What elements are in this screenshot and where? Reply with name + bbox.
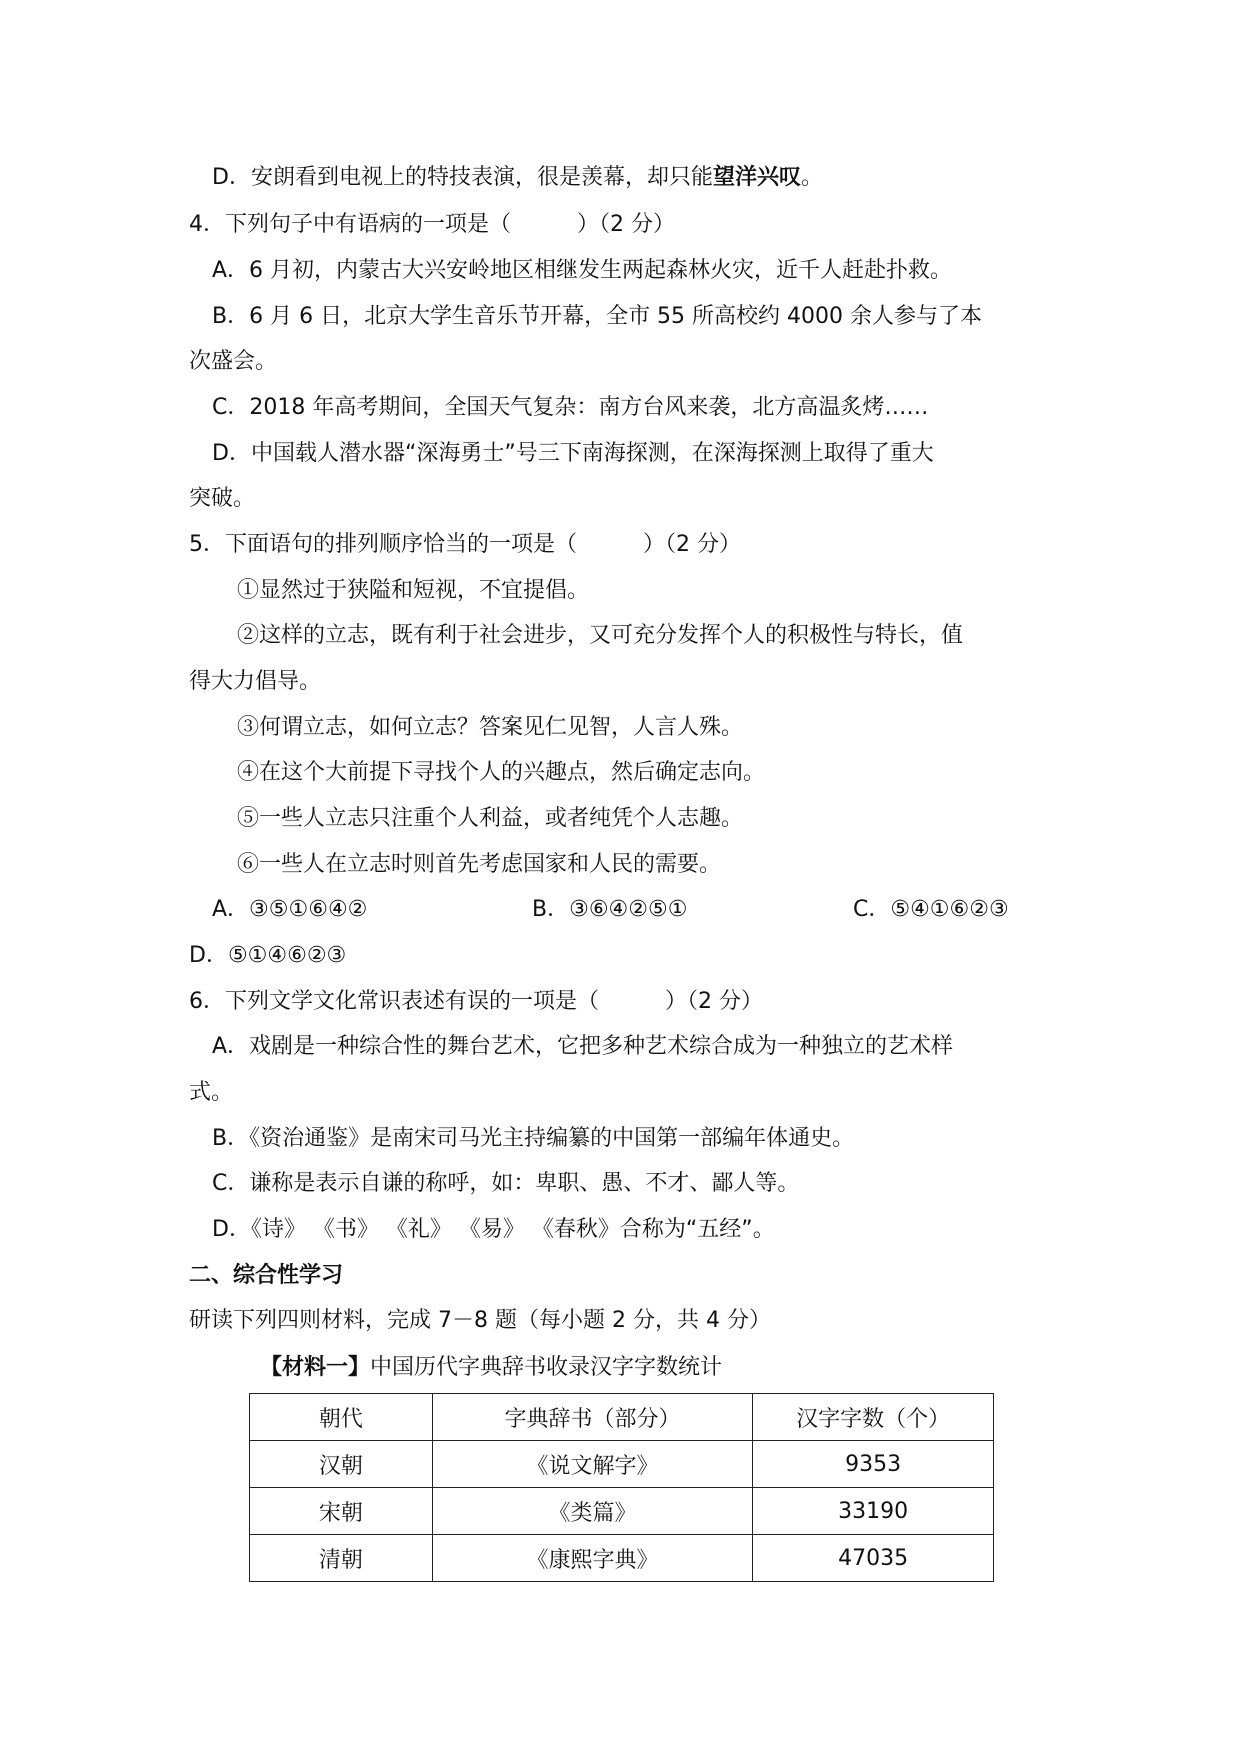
q4-option-c: C．2018 年高考期间，全国天气复杂：南方台风来袭，北方高温炙烤…… bbox=[212, 395, 929, 420]
q5-option-a: A．③⑤①⑥④② bbox=[212, 897, 368, 922]
table-row bbox=[250, 1535, 994, 1582]
q6-stem: 6．下列文学文化常识表述有误的一项是（ ）（2 分） bbox=[189, 989, 763, 1014]
table-header-cell: 汉字字数（个） bbox=[753, 1394, 994, 1441]
table-cell: 宋朝 bbox=[250, 1488, 433, 1535]
q3-option-d-emphasis: 望洋兴叹 bbox=[712, 165, 801, 190]
dictionary-stats-table bbox=[249, 1393, 994, 1582]
q4-option-d-line1: D．中国载人潜水器“深海勇士”号三下南海探测，在深海探测上取得了重大 bbox=[212, 441, 934, 466]
material-1-title: 中国历代字典辞书收录汉字字数统计 bbox=[370, 1355, 723, 1380]
material-1-tag: 【材料一】 bbox=[260, 1354, 371, 1380]
q5-sentence-2-line2: 得大力倡导。 bbox=[189, 669, 322, 694]
section-2-intro: 研读下列四则材料，完成 7－8 题（每小题 2 分，共 4 分） bbox=[189, 1308, 771, 1333]
table-cell: 汉朝 bbox=[250, 1441, 433, 1488]
q5-sentence-6: ⑥一些人在立志时则首先考虑国家和人民的需要。 bbox=[237, 852, 722, 877]
section-2-heading: 二、综合性学习 bbox=[189, 1263, 344, 1288]
table-cell: 清朝 bbox=[250, 1535, 433, 1582]
q5-sentence-3: ③何谓立志，如何立志？答案见仁见智，人言人殊。 bbox=[237, 715, 744, 740]
table-cell: 《类篇》 bbox=[432, 1488, 753, 1535]
q6-option-c: C．谦称是表示自谦的称呼，如：卑职、愚、不才、鄙人等。 bbox=[212, 1171, 800, 1196]
q4-option-d-line2: 突破。 bbox=[189, 486, 256, 511]
table-cell: 33190 bbox=[753, 1488, 994, 1535]
q5-stem: 5．下面语句的排列顺序恰当的一项是（ ）（2 分） bbox=[189, 532, 741, 557]
q6-option-a-line1: A．戏剧是一种综合性的舞台艺术，它把多种艺术综合成为一种独立的艺术样 bbox=[212, 1034, 954, 1059]
q5-sentence-4: ④在这个大前提下寻找个人的兴趣点，然后确定志向。 bbox=[237, 760, 766, 785]
table-header-row bbox=[250, 1394, 994, 1441]
q5-sentence-5: ⑤一些人立志只注重个人利益，或者纯凭个人志趣。 bbox=[237, 806, 744, 831]
q4-option-a: A．6 月初，内蒙古大兴安岭地区相继发生两起森林火灾，近千人赶赴扑救。 bbox=[212, 258, 953, 283]
table-header-cell: 字典辞书（部分） bbox=[432, 1394, 753, 1441]
table-cell: 9353 bbox=[753, 1441, 994, 1488]
q3-option-d-suffix: 。 bbox=[800, 165, 823, 190]
table-row bbox=[250, 1441, 994, 1488]
q5-option-c: C．⑤④①⑥②③ bbox=[853, 897, 1009, 922]
q6-option-a-line2: 式。 bbox=[189, 1080, 234, 1105]
q4-option-b-line1: B．6 月 6 日，北京大学生音乐节开幕，全市 55 所高校约 4000 余人参与了本 bbox=[212, 304, 983, 329]
material-1-caption bbox=[260, 1352, 722, 1383]
q6-option-b: B．《资治通鉴》是南宋司马光主持编纂的中国第一部编年体通史。 bbox=[212, 1126, 855, 1151]
q5-option-b: B．③⑥④②⑤① bbox=[532, 897, 688, 922]
q4-stem: 4．下列句子中有语病的一项是（ ）（2 分） bbox=[189, 212, 675, 237]
table-cell: 47035 bbox=[753, 1535, 994, 1582]
q6-option-d: D．《诗》 《书》 《礼》 《易》 《春秋》合称为“五经”。 bbox=[212, 1217, 775, 1242]
q5-sentence-2-line1: ②这样的立志，既有利于社会进步，又可充分发挥个人的积极性与特长，值 bbox=[237, 623, 964, 648]
table-row bbox=[250, 1488, 994, 1535]
table-cell: 《说文解字》 bbox=[432, 1441, 753, 1488]
q5-option-d: D．⑤①④⑥②③ bbox=[189, 943, 347, 968]
q3-option-d-prefix: D．安朗看到电视上的特技表演，很是羡幕，却只能 bbox=[212, 165, 713, 190]
table-header-cell: 朝代 bbox=[250, 1394, 433, 1441]
q4-option-b-line2: 次盛会。 bbox=[189, 349, 278, 374]
q3-option-d bbox=[212, 163, 823, 193]
table-cell: 《康熙字典》 bbox=[432, 1535, 753, 1582]
q5-sentence-1: ①显然过于狭隘和短视，不宜提倡。 bbox=[237, 578, 590, 603]
